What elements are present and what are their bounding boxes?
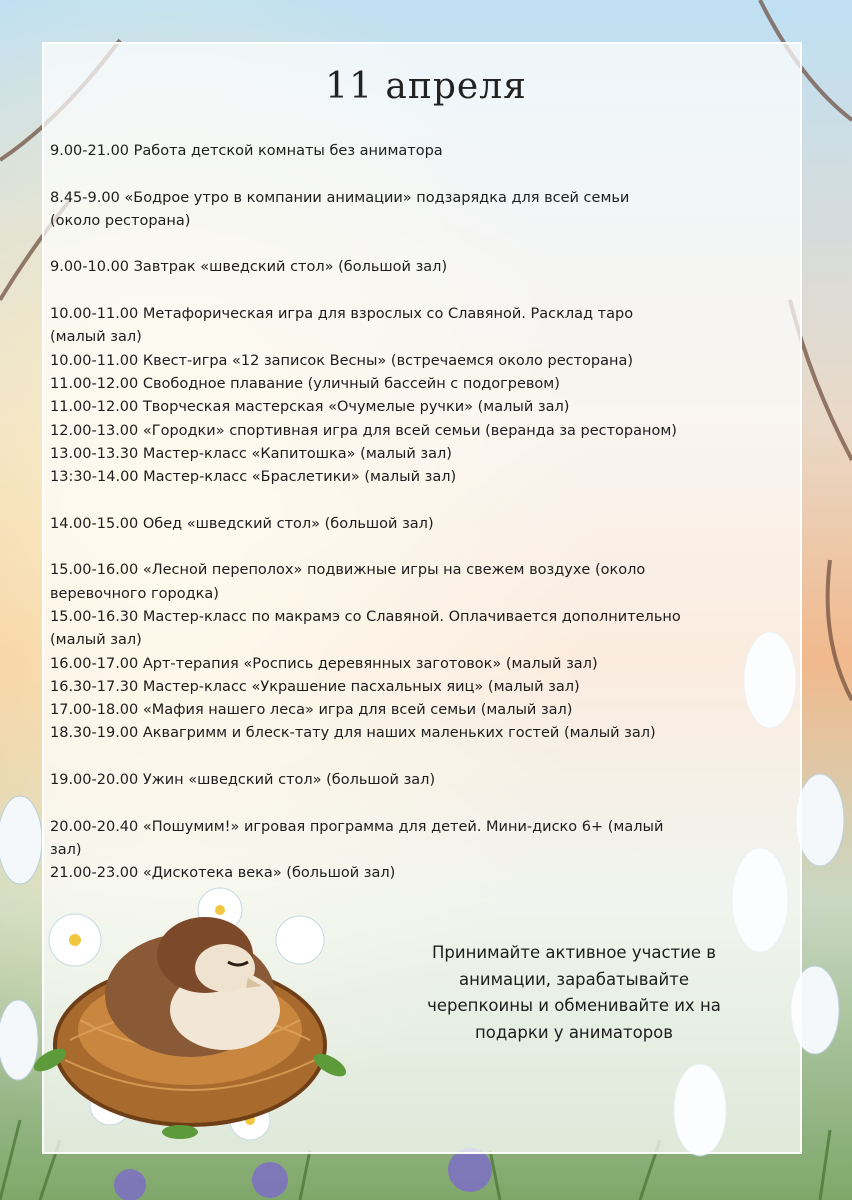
schedule-list: [50, 140, 790, 886]
schedule-line: 20.00-20.40 «Пошумим!» игровая программа для детей. Мини-диско 6+ (малый: [50, 818, 664, 835]
schedule-line: 10.00-11.00 Метафорическая игра для взрослых со Славяной. Расклад таро: [50, 306, 634, 323]
spacer: [50, 280, 790, 303]
schedule-line: 21.00-23.00 «Дискотека века» (большой зал): [50, 865, 396, 882]
note-line: анимации, зарабатывайте: [458, 969, 690, 989]
spacer: [50, 746, 790, 769]
schedule-line: 8.45-9.00 «Бодрое утро в компании анимации» подзарядка для всей семьи: [50, 189, 630, 206]
schedule-line: 19.00-20.00 Ужин «шведский стол» (большой зал): [50, 772, 436, 789]
schedule-line: 9.00-21.00 Работа детской комнаты без аниматора: [50, 143, 443, 159]
note-line: подарки у аниматоров: [475, 1022, 673, 1042]
schedule-line: зал): [50, 841, 82, 858]
schedule-line: 15.00-16.30 Мастер-класс по макрамэ со Славяной. Оплачивается дополнительно: [50, 608, 681, 625]
schedule-line: 11.00-12.00 Творческая мастерская «Очумелые ручки» (малый зал): [50, 399, 570, 416]
schedule-line: (около ресторана): [50, 212, 191, 229]
schedule-line: 17.00-18.00 «Мафия нашего леса» игра для всей семьи (малый зал): [50, 702, 573, 719]
page-title: 11 апреля: [325, 66, 527, 107]
note-line: Принимайте активное участие в: [432, 943, 716, 962]
schedule-line: 13:30-14.00 Мастер-класс «Браслетики» (малый зал): [50, 469, 457, 486]
schedule-line: (малый зал): [50, 632, 142, 649]
sparrow-nest-illustration: [20, 870, 360, 1160]
schedule-line: 9.00-10.00 Завтрак «шведский стол» (большой зал): [50, 259, 448, 276]
schedule-line: 16.00-17.00 Арт-терапия «Роспись деревянных заготовок» (малый зал): [50, 655, 598, 672]
spacer: [50, 233, 790, 256]
schedule-line: 16.30-17.30 Мастер-класс «Украшение пасхальных яиц» (малый зал): [50, 678, 580, 695]
schedule-line: 13.00-13.30 Мастер-класс «Капитошка» (малый зал): [50, 445, 452, 462]
schedule-line: 11.00-12.00 Свободное плавание (уличный бассейн с подогревом): [50, 375, 560, 392]
schedule-line: (малый зал): [50, 329, 142, 346]
schedule-line: 18.30-19.00 Аквагримм и блеск-тату для наших маленьких гостей (малый зал): [50, 725, 656, 742]
rewards-note: [388, 940, 760, 1046]
spacer: [50, 536, 790, 559]
schedule-line: 10.00-11.00 Квест-игра «12 записок Весны» (встречаемся около ресторана): [50, 352, 634, 369]
spacer: [50, 163, 790, 186]
spacer: [50, 792, 790, 815]
schedule-line: 14.00-15.00 Обед «шведский стол» (большой зал): [50, 515, 434, 532]
schedule-line: 12.00-13.00 «Городки» спортивная игра для всей семьи (веранда за рестораном): [50, 422, 677, 439]
schedule-line: 15.00-16.00 «Лесной переполох» подвижные игры на свежем воздухе (около: [50, 562, 646, 579]
note-line: черепкоины и обменивайте их на: [427, 996, 721, 1015]
schedule-line: веревочного городка): [50, 585, 219, 602]
spacer: [50, 489, 790, 512]
